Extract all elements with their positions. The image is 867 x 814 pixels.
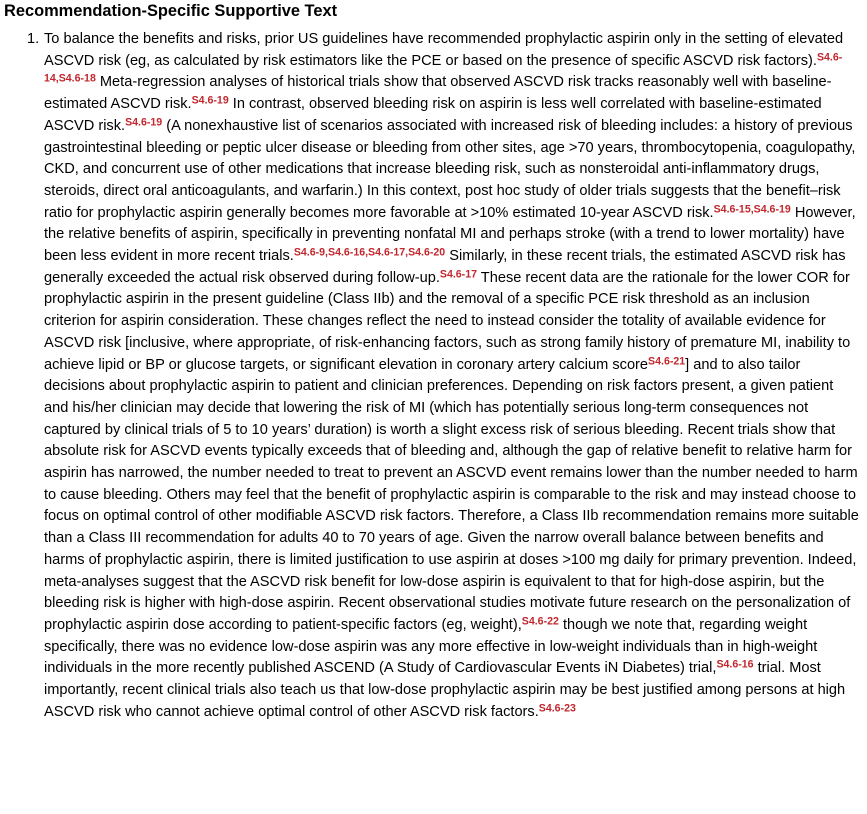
paragraph-text: These recent data are the rationale for the lower COR for prophylactic aspirin in the present guideline (Class IIb) and the removal of a specific PCE risk threshold as an inclusion criterion for aspirin consideration. These changes reflect the need to instead consider the totality of available evidence for ASCVD risk [inclusive, where appropriate, of risk-enhancing factors, such as strong family history of premature MI, inability to achieve lipid or BP or glucose targets, or significant elevation in coronary artery calcium score [44, 269, 851, 373]
paragraph-text: ] and to also tailor decisions about prophylactic aspirin to patient and clinician preferences. Depending on risk factors present, a given patient and his/her clinician may decide that lowering the risk of MI (which has potentially serious long-term consequences not captured by clinical trials of 5 to 10 years’ duration) is worth a slight excess risk of serious bleeding. Recent trials show that absolute risk for ASCVD events typically exceeds that of bleeding and, although the gap of relative benefit to relative harm for aspirin has narrowed, the number needed to treat to prevent an ASCVD event remains lower than the number needed to harm to cause bleeding. Others may feel that the benefit of prophylactic aspirin is comparable to the risk and may instead choose to focus on optimal control of other modifiable ASCVD risk factors. Therefore, a Class IIb recommendation remains more suitable than a Class III recommendation for adults 40 to 70 years of age. Given the narrow overall balance between benefits and harms of prophylactic aspirin, there is limited justification to use aspirin at doses >100 mg daily for primary prevention. Indeed, meta-analyses suggest that the ASCVD risk benefit for low-dose aspirin is equivalent to that for high-dose aspirin, but the bleeding risk is higher with high-dose aspirin. Recent observational studies motivate future research on the personalization of prophylactic aspirin dose according to patient-specific factors (eg, weight), [44, 356, 859, 633]
paragraph-text: though we note that, regarding weight specifically, there was no evidence low-dose aspirin was any more effective in low-weight individuals than in high-weight individuals in the more recently published ASCEND (A Study of Cardiovascular Events iN Diabetes) trial, [44, 616, 818, 677]
reference-link[interactable]: S4.6-19 [191, 94, 229, 107]
paragraph-text: (A nonexhaustive list of scenarios associated with increased risk of bleeding includes: a history of previous gastrointestinal bleeding or peptic ulcer disease or bleeding from other sites, age >70 years, thrombocytopenia, coagulopathy, CKD, and concurrent use of other medications that increase bleeding risk, such as nonsteroidal anti-inflammatory drugs, steroids, direct oral anticoagulants, and warfarin.) In this context, post hoc study of older trials suggests that the benefit–risk ratio for prophylactic aspirin generally becomes more favorable at >10% estimated 10-year ASCVD risk. [44, 117, 856, 221]
supportive-text-list [4, 29, 861, 724]
reference-link[interactable]: S4.6-17 [439, 268, 477, 281]
paragraph-text: Meta-regression analyses of historical trials show that observed ASCVD risk tracks reasonably well with baseline-estimated ASCVD risk. [44, 74, 832, 113]
list-item [27, 29, 861, 724]
reference-link[interactable]: S4.6-16 [716, 658, 754, 671]
paragraph-text: Similarly, in these recent trials, the estimated ASCVD risk has generally exceeded the actual risk observed during follow-up. [44, 248, 846, 286]
item-body [44, 31, 859, 720]
reference-link[interactable]: S4.6-14,S4.6-18 [44, 51, 843, 85]
section-heading: Recommendation-Specific Supportive Text [4, 2, 338, 20]
paragraph-text: In contrast, observed bleeding risk on aspirin is less well correlated with baseline-estimated ASCVD risk. [44, 96, 822, 134]
item-number: 1. [27, 31, 40, 47]
paragraph-text: trial. Most importantly, recent clinical trials also teach us that low-dose prophylactic aspirin may be best justified among persons at high ASCVD risk who cannot achieve optimal control of other ASCVD risk factors. [44, 660, 846, 720]
reference-link[interactable]: S4.6-21 [648, 355, 686, 368]
reference-link[interactable]: S4.6-15,S4.6-19 [713, 203, 791, 216]
paragraph-text: To balance the benefits and risks, prior US guidelines have recommended prophylactic aspirin only in the setting of elevated ASCVD risk (eg, as calculated by risk estimators like the PCE or based on the presence of specific ASCVD risk factors). [44, 31, 844, 69]
reference-link[interactable]: S4.6-9,S4.6-16,S4.6-17,S4.6-20 [293, 246, 446, 259]
paragraph-text: However, the relative benefits of aspirin, specifically in preventing nonfatal MI and perhaps stroke (with a trend to lower mortality) have been less evident in more recent trials. [44, 204, 856, 265]
reference-link[interactable]: S4.6-22 [521, 615, 559, 628]
reference-link[interactable]: S4.6-23 [538, 702, 576, 715]
reference-link[interactable]: S4.6-19 [125, 116, 163, 129]
